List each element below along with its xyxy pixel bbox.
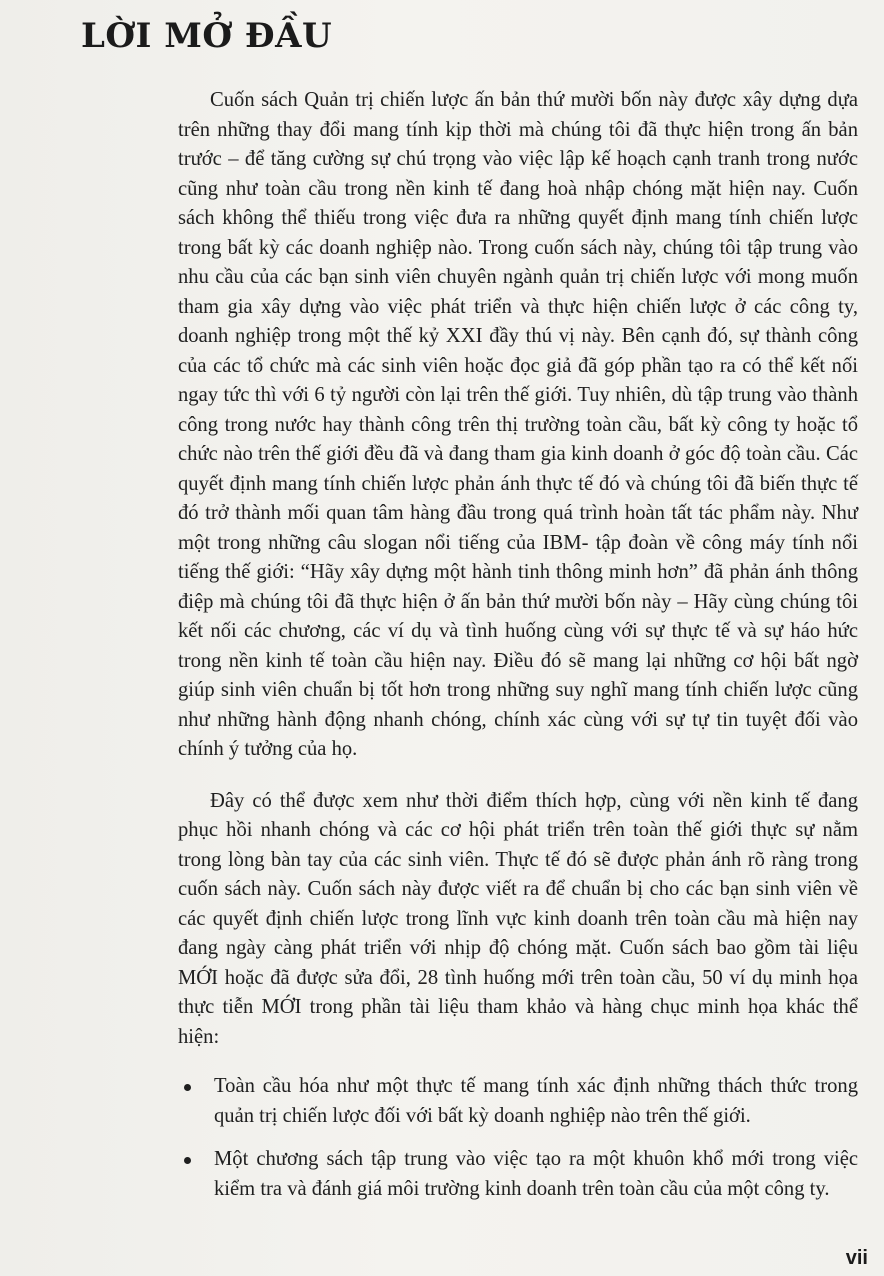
bullet-text-2: Một chương sách tập trung vào việc tạo ra một khuôn khổ mới trong việc kiểm tra và đánh giá môi trường kinh doanh trên toàn cầu của một công ty. — [214, 1148, 858, 1200]
page-title: LỜI MỞ ĐẦU — [81, 16, 333, 56]
bullet-text-1: Toàn cầu hóa như một thực tế mang tính xác định những thách thức trong quản trị chiến lược đối với bất kỳ doanh nghiệp nào trên thế giới. — [214, 1075, 858, 1127]
bullet-dot-icon — [184, 1157, 191, 1164]
page-number: vii — [845, 1247, 868, 1269]
list-item — [214, 1072, 858, 1131]
paragraph-1: Cuốn sách Quản trị chiến lược ấn bản thứ mười bốn này được xây dựng dựa trên những thay đổi mang tính kịp thời mà chúng tôi đã thực hiện trong ấn bản trước – để tăng cường sự chú trọng vào việc lập kế hoạch cạnh tranh trong nước cũng như toàn cầu trong nền kinh tế đang hoà nhập chóng mặt hiện nay. Cuốn sách không thể thiếu trong việc đưa ra những quyết định mang tính chiến lược trong bất kỳ các doanh nghiệp nào. Trong cuốn sách này, chúng tôi tập trung vào nhu cầu của các bạn sinh viên chuyên ngành quản trị chiến lược với mong muốn tham gia xây dựng vào việc phát triển và thực hiện chiến lược ở các công ty, doanh nghiệp trong một thế kỷ XXI đầy thú vị này. Bên cạnh đó, sự thành công của các tổ chức mà các sinh viên hoặc đọc giả đã góp phần tạo ra có thể kết nối ngay tức thì với 6 tỷ người còn lại trên thế giới. Tuy nhiên, dù tập trung vào thành công trong nước hay thành công trên thị trường toàn cầu, bất kỳ công ty hoặc tổ chức nào trên thế giới đều đã và đang tham gia kinh doanh ở góc độ toàn cầu. Các quyết định mang tính chiến lược phản ánh thực tế đó và chúng tôi đã biến thực tế đó trở thành mối quan tâm hàng đầu trong quá trình hoàn tất tác phẩm này. Như một trong những câu slogan nổi tiếng của IBM- tập đoàn về công máy tính nổi tiếng thế giới: “Hãy xây dựng một hành tinh thông minh hơn” đã phản ánh thông điệp mà chúng tôi đã thực hiện ở ấn bản thứ mười bốn này – Hãy cùng chúng tôi kết nối các chương, các ví dụ và tình huống cùng với sự thực tế và sự háo hức trong nền kinh tế toàn cầu hiện nay. Điều đó sẽ mang lại những cơ hội bất ngờ giúp sinh viên chuẩn bị tốt hơn trong những suy nghĩ mang tính chiến lược cũng như những hành động nhanh chóng, chính xác cùng với sự tự tin tuyệt đối vào chính ý tưởng của họ. — [178, 89, 858, 760]
bullet-dot-icon — [184, 1084, 191, 1091]
body-text — [178, 86, 858, 1218]
bullet-list — [178, 1072, 858, 1204]
list-item — [214, 1145, 858, 1204]
paragraph-2: Đây có thể được xem như thời điểm thích hợp, cùng với nền kinh tế đang phục hồi nhanh chóng và các cơ hội phát triển trên toàn thế giới thực sự nằm trong lòng bàn tay của các sinh viên. Thực tế đó sẽ được phản ánh rõ ràng trong cuốn sách này. Cuốn sách này được viết ra để chuẩn bị cho các bạn sinh viên về các quyết định chiến lược trong lĩnh vực kinh doanh trên toàn cầu mà hiện nay đang ngày càng phát triển với nhịp độ chóng mặt. Cuốn sách bao gồm tài liệu MỚI hoặc đã được sửa đổi, 28 tình huống mới trên toàn cầu, 50 ví dụ minh họa thực tiễn MỚI trong phần tài liệu tham khảo và hàng chục minh họa khác thể hiện: — [178, 789, 858, 1048]
